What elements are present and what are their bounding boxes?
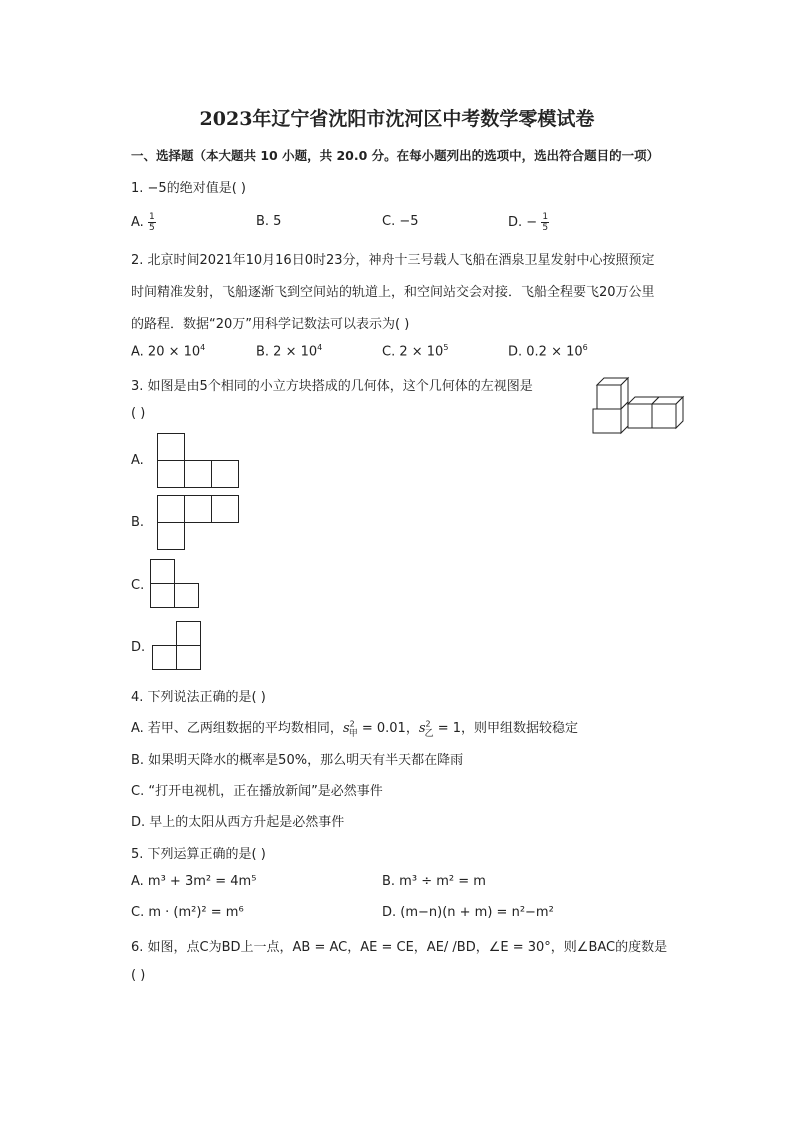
question-4-option-c: C. “打开电视机，正在播放新闻”是必然事件 (131, 784, 383, 799)
question-4-option-d: D. 早上的太阳从西方升起是必然事件 (131, 815, 345, 830)
question-1-stem: 1. −5的绝对值是( ) (131, 181, 246, 196)
subscript: 乙 (424, 728, 434, 739)
fraction-numerator: 1 (542, 212, 549, 222)
question-4-option-a (131, 717, 578, 739)
exponent: 2 (425, 719, 431, 729)
exponent: 2 (349, 719, 355, 729)
fraction-one-fifth (541, 212, 549, 233)
fraction-numerator: 1 (148, 212, 155, 222)
option-text: B. 2 × 10 (256, 344, 318, 360)
option-text: = 0.01， (357, 721, 419, 736)
option-d-label: D. − (508, 215, 538, 230)
page-title: 2023年辽宁省沈阳市沈河区中考数学零模试卷 (199, 108, 595, 130)
question-3-line-2: ( ) (131, 406, 146, 421)
cube-solid-figure (590, 375, 690, 437)
option-d-view-figure (152, 621, 204, 671)
option-text: A. 若甲、乙两组数据的平均数相同， (131, 721, 343, 736)
fraction-one-fifth (148, 212, 156, 233)
question-3-option-a: A. (131, 453, 144, 468)
question-4-option-b: B. 如果明天降水的概率是50%，那么明天有半天都在降雨 (131, 753, 464, 768)
fraction-denominator: 5 (148, 223, 155, 233)
option-c-view-figure (150, 559, 202, 609)
question-1-option-c: C. −5 (382, 214, 419, 229)
question-2-line-2: 时间精准发射，飞船逐渐飞到空间站的轨道上，和空间站交会对接．飞船全程要飞20万公里 (131, 285, 655, 300)
question-3-line-1: 3. 如图是由5个相同的小立方块搭成的几何体，这个几何体的左视图是 (131, 379, 533, 394)
question-3-option-d: D. (131, 640, 146, 655)
option-a-view-figure (157, 433, 241, 489)
question-3-option-b: B. (131, 515, 145, 530)
question-5-stem: 5. 下列运算正确的是( ) (131, 847, 266, 862)
question-2-line-3: 的路程．数据“20万”用科学记数法可以表示为( ) (131, 317, 410, 332)
option-text: A. 20 × 10 (131, 344, 201, 360)
variance-symbol: s (342, 721, 350, 736)
exponent: 4 (200, 343, 206, 352)
question-6-line-1: 6. 如图，点C为BD上一点，AB = AC，AE = CE，AE/ /BD，∠E = 30°，则∠BAC的度数是 (131, 940, 668, 955)
fraction-denominator: 5 (542, 223, 549, 233)
question-6-line-2: ( ) (131, 968, 146, 983)
option-text: = 1，则甲组数据较稳定 (433, 721, 579, 736)
question-5-option-b: B. m³ ÷ m² = m (382, 874, 486, 889)
question-1-option-a (131, 212, 156, 233)
subscript: 甲 (348, 728, 358, 739)
option-b-view-figure (157, 495, 241, 551)
question-2-option-a (131, 343, 205, 359)
option-a-label: A. (131, 215, 144, 230)
question-2-option-b (256, 343, 322, 359)
question-1-option-d (508, 212, 549, 233)
question-2-line-1: 2. 北京时间2021年10月16日0时23分，神舟十三号载人飞船在酒泉卫星发射中心按照预定 (131, 253, 655, 268)
exponent: 6 (582, 343, 588, 352)
question-2-option-d (508, 343, 588, 359)
exponent: 5 (443, 343, 449, 352)
question-1-option-b: B. 5 (256, 214, 282, 229)
question-3-option-c: C. (131, 578, 145, 593)
question-4-stem: 4. 下列说法正确的是( ) (131, 690, 266, 705)
question-2-option-c (382, 343, 448, 359)
question-5-option-d: D. (m−n)(n + m) = n²−m² (382, 905, 554, 920)
question-5-option-c: C. m · (m²)² = m⁶ (131, 905, 244, 920)
option-text: D. 0.2 × 10 (508, 344, 583, 360)
option-text: C. 2 × 10 (382, 344, 444, 360)
question-5-option-a: A. m³ + 3m² = 4m⁵ (131, 874, 257, 889)
exponent: 4 (317, 343, 323, 352)
variance-symbol: s (418, 721, 426, 736)
section-heading: 一、选择题（本大题共 10 小题，共 20.0 分。在每小题列出的选项中，选出符合题目的一项） (131, 148, 660, 163)
